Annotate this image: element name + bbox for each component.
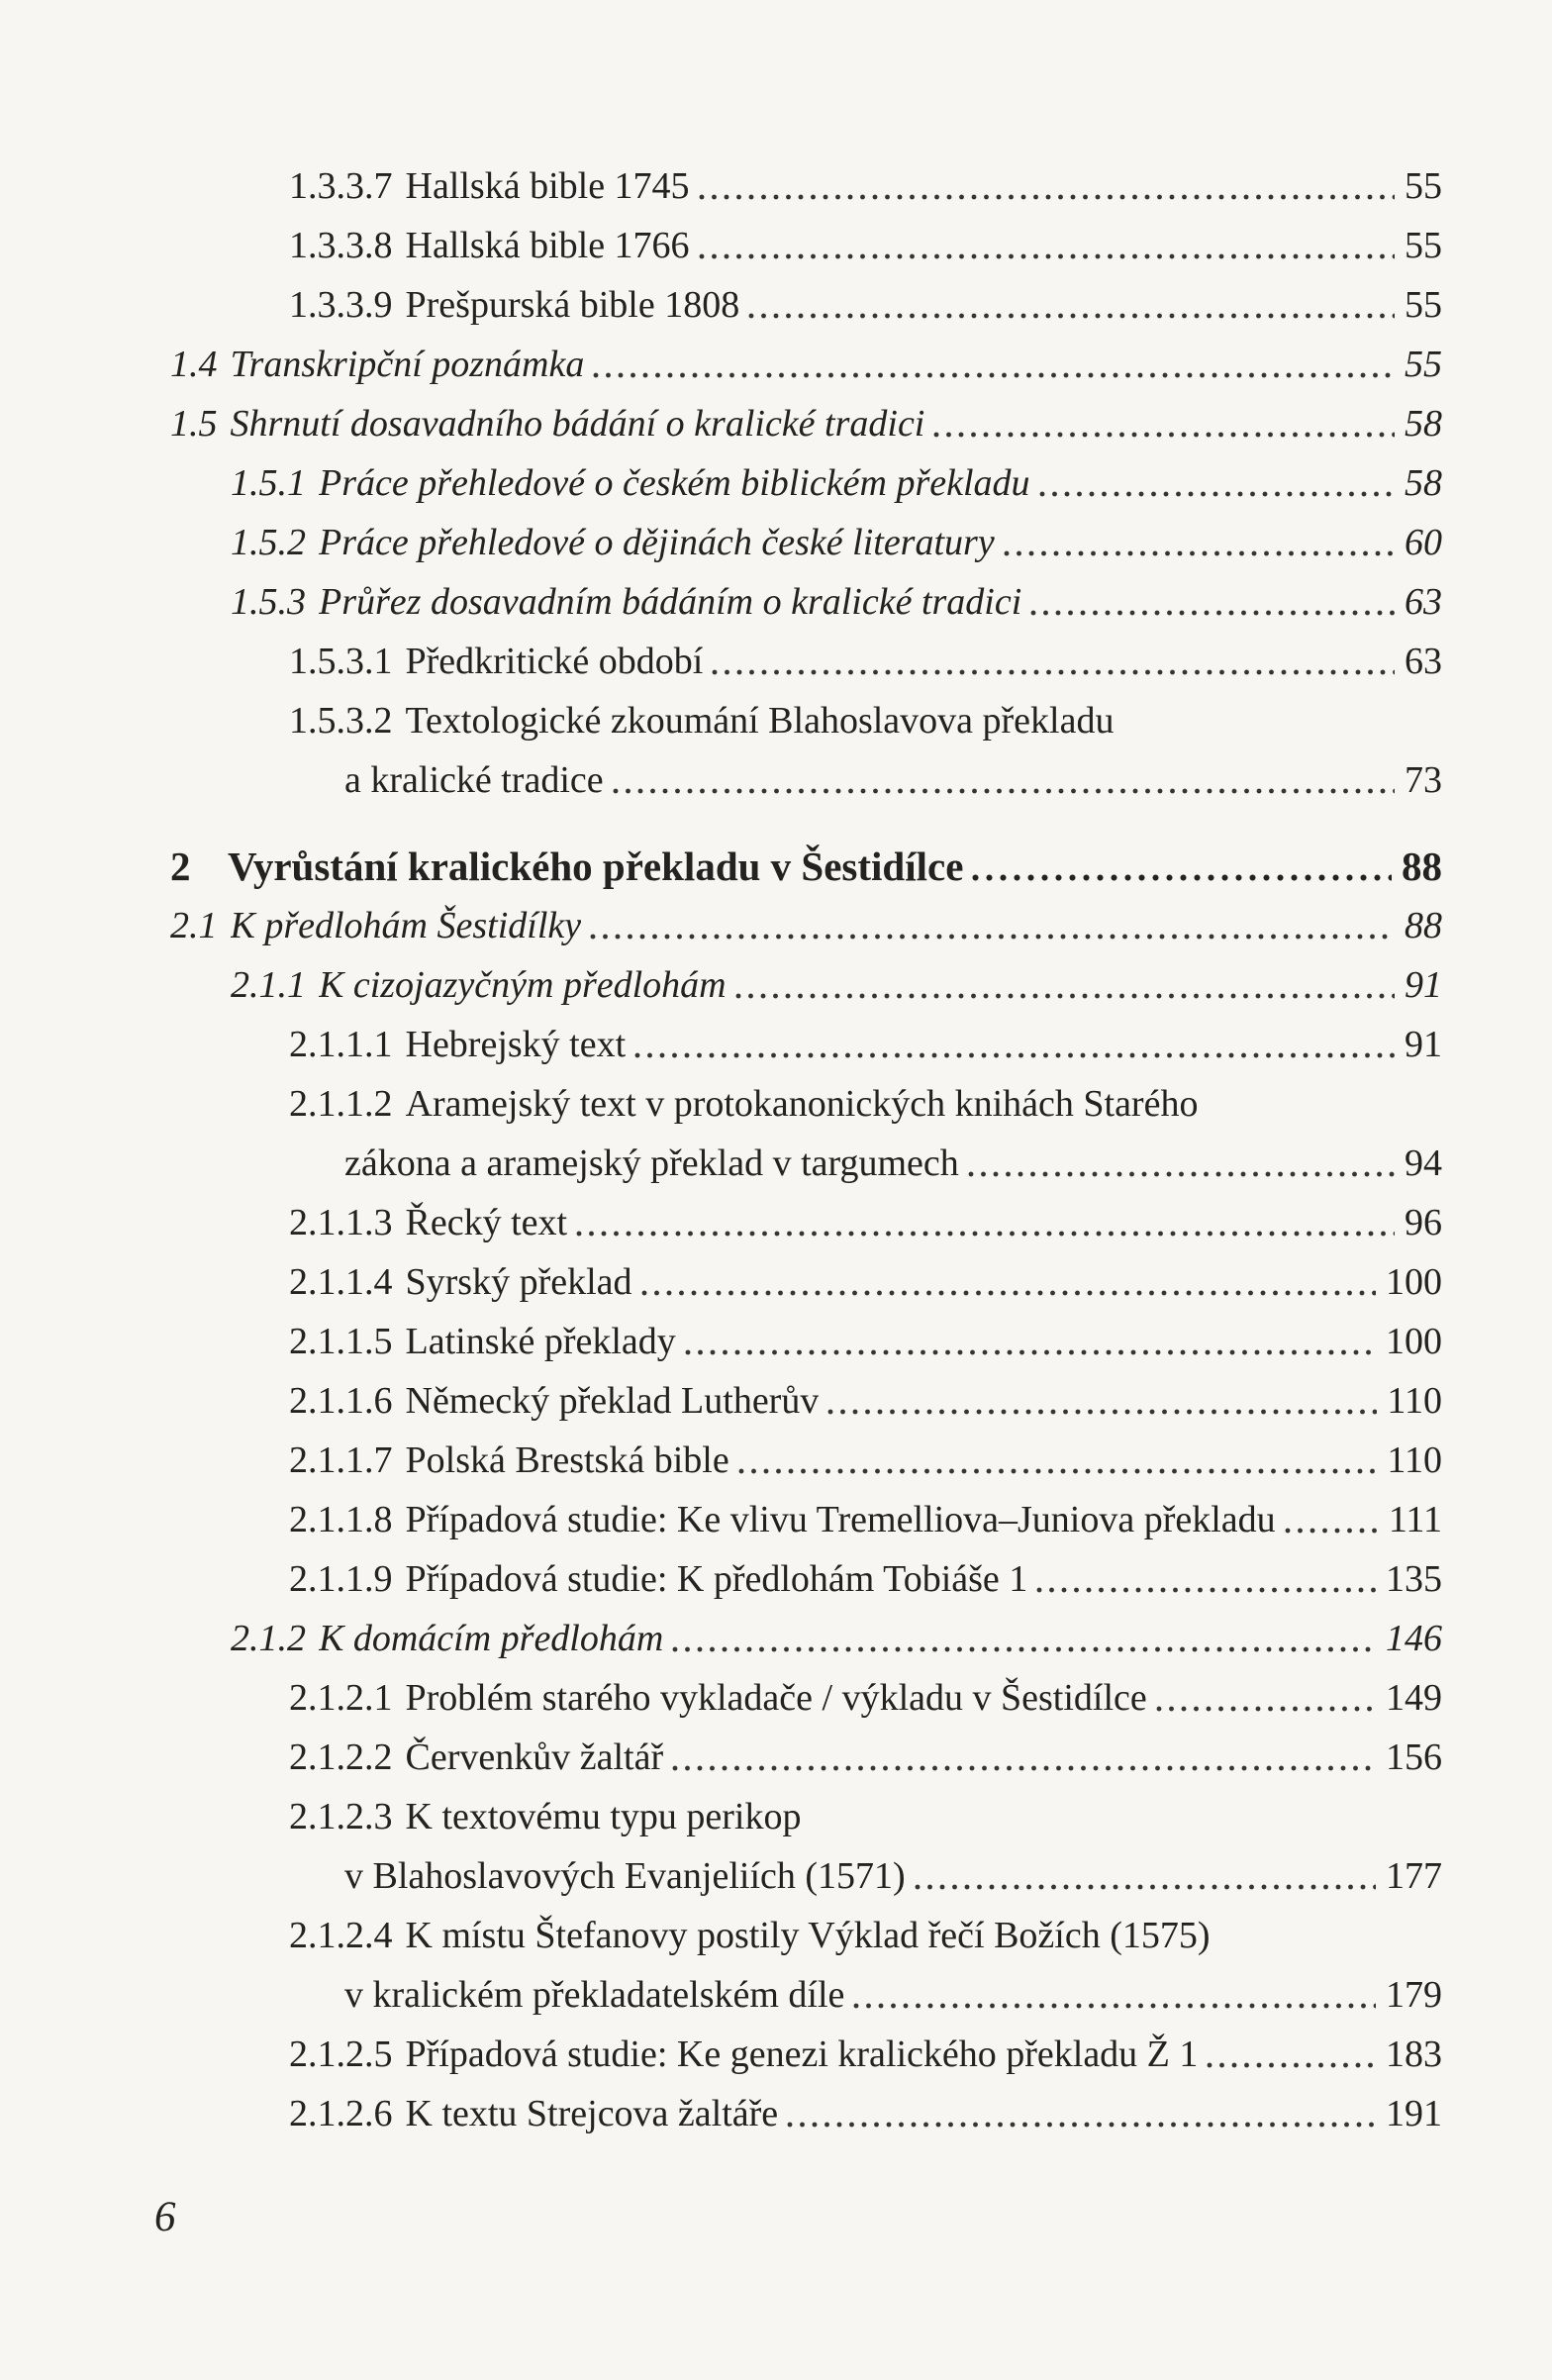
toc-entry-number: 1.3.3.9 [289,284,393,326]
toc-entry-page: 55 [1405,165,1442,207]
toc-entry-page: 149 [1386,1677,1442,1719]
toc-entry-page: 110 [1387,1380,1442,1422]
dot-leader [1030,610,1395,616]
toc-entry-page: 55 [1405,344,1442,385]
toc-entry-number: 1.5.3.2 [289,700,393,742]
toc-entry-title: Hallská bible 1745 [405,165,690,207]
dot-leader [613,788,1395,794]
toc-entry-title: Případová studie: K předlohám Tobiáše 1 [405,1558,1028,1600]
toc-entry [170,394,1442,453]
dot-leader [787,2122,1376,2128]
dot-leader [576,1231,1395,1237]
toc-entry-continuation [344,1134,1442,1193]
toc-entry-number: 2.1.2.2 [289,1736,393,1778]
toc-entry-page: 94 [1405,1142,1442,1184]
toc-entry-number: 2.1.1.1 [289,1024,393,1065]
dot-leader [634,1052,1395,1058]
toc-entry [289,275,1442,335]
toc-entry-title-continued: a kralické tradice [344,759,604,801]
toc-entry [289,1015,1442,1074]
dot-leader [1156,1706,1376,1712]
toc-entry-title: Předkritické období [405,641,704,682]
toc-entry-page: 63 [1405,581,1442,623]
dot-leader [735,993,1395,999]
toc-entry-page: 135 [1386,1558,1442,1600]
toc-entry-page: 63 [1405,641,1442,682]
toc-entry-number: 1.5.3 [231,581,306,623]
toc-entry [289,1549,1442,1609]
toc-entry-number: 2.1.2.5 [289,2033,393,2075]
toc-entry-title: Latinské překlady [405,1321,676,1362]
toc-entry-page: 146 [1386,1618,1442,1659]
toc-entry [170,335,1442,394]
toc-entry [289,1906,1442,1965]
toc-entry-title: Syrský překlad [405,1261,632,1303]
toc-entry-title-continued: zákona a aramejský překlad v targumech [344,1142,959,1184]
dot-leader [972,874,1392,881]
toc-entry-page: 55 [1405,284,1442,326]
toc-entry [289,1312,1442,1371]
toc-entry [289,691,1442,750]
toc-entry-page: 110 [1387,1439,1442,1481]
toc-entry-continuation [344,1965,1442,2025]
folio-page-number: 6 [154,2194,176,2240]
dot-leader [712,669,1395,675]
toc-entry-number: 2.1.2.4 [289,1915,393,1956]
toc-entry-number: 2.1.2.3 [289,1796,393,1837]
toc-entry-title-continued: v Blahoslavových Evanjeliích (1571) [344,1855,906,1897]
dot-leader [590,934,1395,940]
toc-entry [289,1371,1442,1431]
toc-entry [170,837,1442,896]
toc-entry-page: 73 [1405,759,1442,801]
toc-entry-page: 111 [1388,1499,1442,1540]
toc-entry-number: 2.1.1.5 [289,1321,393,1362]
toc-entry-title: Polská Brestská bible [405,1439,729,1481]
toc-entry-title: Červenkův žaltář [405,1736,664,1778]
toc-entry-number: 2 [170,843,191,889]
dot-leader [1036,1587,1376,1593]
dot-leader [968,1171,1395,1177]
dot-leader [1207,2062,1376,2068]
toc-entry-page: 91 [1405,964,1442,1006]
toc-entry [289,216,1442,275]
toc-entry-title: Shrnutí dosavadního bádání o kralické tradici [230,403,925,445]
toc-entry-title: Práce přehledové o dějinách české literatury [319,522,995,563]
toc-entry-number: 2.1.1.7 [289,1439,393,1481]
toc-entry-title: Případová studie: Ke genezi kralického překladu Ž 1 [405,2033,1199,2075]
toc-entry [231,955,1442,1015]
toc-entry-page: 100 [1386,1321,1442,1362]
toc-entry-number: 2.1.1.4 [289,1261,393,1303]
toc-entry-title: Případová studie: Ke vlivu Tremelliova–Juniova překladu [405,1499,1276,1540]
toc-entry-title: K cizojazyčným předlohám [319,964,727,1006]
toc-entry-number: 2.1.2 [231,1618,306,1659]
toc-entry [289,1668,1442,1728]
toc-entry-number: 2.1.1.6 [289,1380,393,1422]
toc-entry [289,1252,1442,1312]
dot-leader [1004,550,1395,556]
toc-entry [289,1728,1442,1787]
toc-entry-number: 2.1.1.9 [289,1558,393,1600]
toc-entry-page: 183 [1386,2033,1442,2075]
toc-entry-continuation [344,750,1442,810]
dot-leader [685,1349,1376,1355]
toc-entry-page: 88 [1402,843,1442,889]
toc-entry-title: Aramejský text v protokanonických knihách Starého [405,1083,1199,1125]
toc-entry-number: 1.5.2 [231,522,306,563]
toc-entry-number: 1.3.3.7 [289,165,393,207]
toc-entry-number: 1.5 [170,403,218,445]
toc-entry-page: 156 [1386,1736,1442,1778]
dot-leader [748,313,1395,319]
toc-entry-number: 1.4 [170,344,218,385]
toc-entry-title: Řecký text [405,1202,568,1243]
toc-entry-title-continued: v kralickém překladatelském díle [344,1974,845,2016]
toc-entry [289,2084,1442,2143]
toc-entry [289,1193,1442,1252]
dot-leader [699,253,1395,259]
toc-entry-continuation [344,1846,1442,1906]
dot-leader [641,1290,1376,1296]
toc-entry [289,1074,1442,1134]
toc-entry-page: 60 [1405,522,1442,563]
dot-leader [915,1884,1376,1890]
dot-leader [672,1646,1376,1652]
toc-entry-title: Hallská bible 1766 [405,225,690,266]
dot-leader [1039,491,1395,497]
toc-entry-title: Hebrejský text [405,1024,627,1065]
toc-entry-title: Německý překlad Lutherův [405,1380,820,1422]
dot-leader [593,372,1395,378]
dot-leader [699,194,1395,200]
toc-entry-title: Práce přehledové o českém biblickém překladu [319,462,1030,504]
toc-entry-page: 88 [1405,905,1442,946]
dot-leader [672,1765,1376,1771]
dot-leader [738,1468,1378,1474]
toc-entry-title: Textologické zkoumání Blahoslavova překladu [405,700,1115,742]
toc-entry [231,513,1442,572]
toc-entry [289,2025,1442,2084]
toc-entry-page: 179 [1386,1974,1442,2016]
toc-entry-title: K domácím předlohám [319,1618,664,1659]
toc-entry [289,156,1442,216]
toc-entry-page: 96 [1405,1202,1442,1243]
toc-entry-title: Prešpurská bible 1808 [405,284,740,326]
toc-entry-number: 2.1.2.6 [289,2093,393,2134]
toc-entry [289,1490,1442,1549]
toc-entry-page: 177 [1386,1855,1442,1897]
toc-entry-number: 2.1.2.1 [289,1677,393,1719]
toc-entry-number: 2.1.1.2 [289,1083,393,1125]
dot-leader [1285,1528,1379,1534]
toc-entry-page: 91 [1405,1024,1442,1065]
toc-entry [170,896,1442,955]
toc-entry [231,1609,1442,1668]
toc-entry-number: 2.1 [170,905,218,946]
toc-entry-title: K místu Štefanovy postily Výklad řečí Božích (1575) [405,1915,1211,1956]
dot-leader [933,432,1395,438]
toc-entry-page: 55 [1405,225,1442,266]
dot-leader [853,2003,1376,2009]
toc-entry [231,453,1442,513]
toc-entry [231,572,1442,632]
toc-entry-title: K předlohám Šestidílky [230,905,582,946]
toc-entry-number: 1.5.3.1 [289,641,393,682]
toc-entry-number: 1.5.1 [231,462,306,504]
toc-entry-title: K textu Strejcova žaltáře [405,2093,779,2134]
toc-entry [289,1787,1442,1846]
toc-entry-page: 191 [1386,2093,1442,2134]
toc-entry [289,1431,1442,1490]
toc-entry-page: 100 [1386,1261,1442,1303]
toc-entry-title: Průřez dosavadním bádáním o kralické tradici [319,581,1022,623]
toc-entry [289,632,1442,691]
toc-entry-page: 58 [1405,462,1442,504]
toc-entry-title: Transkripční poznámka [230,344,585,385]
toc-entry-number: 2.1.1.3 [289,1202,393,1243]
toc-entry-title: Vyrůstání kralického překladu v Šestidílce [228,843,964,889]
table-of-contents [0,156,1552,2143]
toc-entry-page: 58 [1405,403,1442,445]
toc-entry-number: 1.3.3.8 [289,225,393,266]
toc-entry-number: 2.1.1.8 [289,1499,393,1540]
toc-entry-number: 2.1.1 [231,964,306,1006]
dot-leader [827,1409,1377,1415]
toc-entry-title: Problém starého vykladače / výkladu v Šestidílce [405,1677,1147,1719]
toc-entry-title: K textovému typu perikop [405,1796,802,1837]
